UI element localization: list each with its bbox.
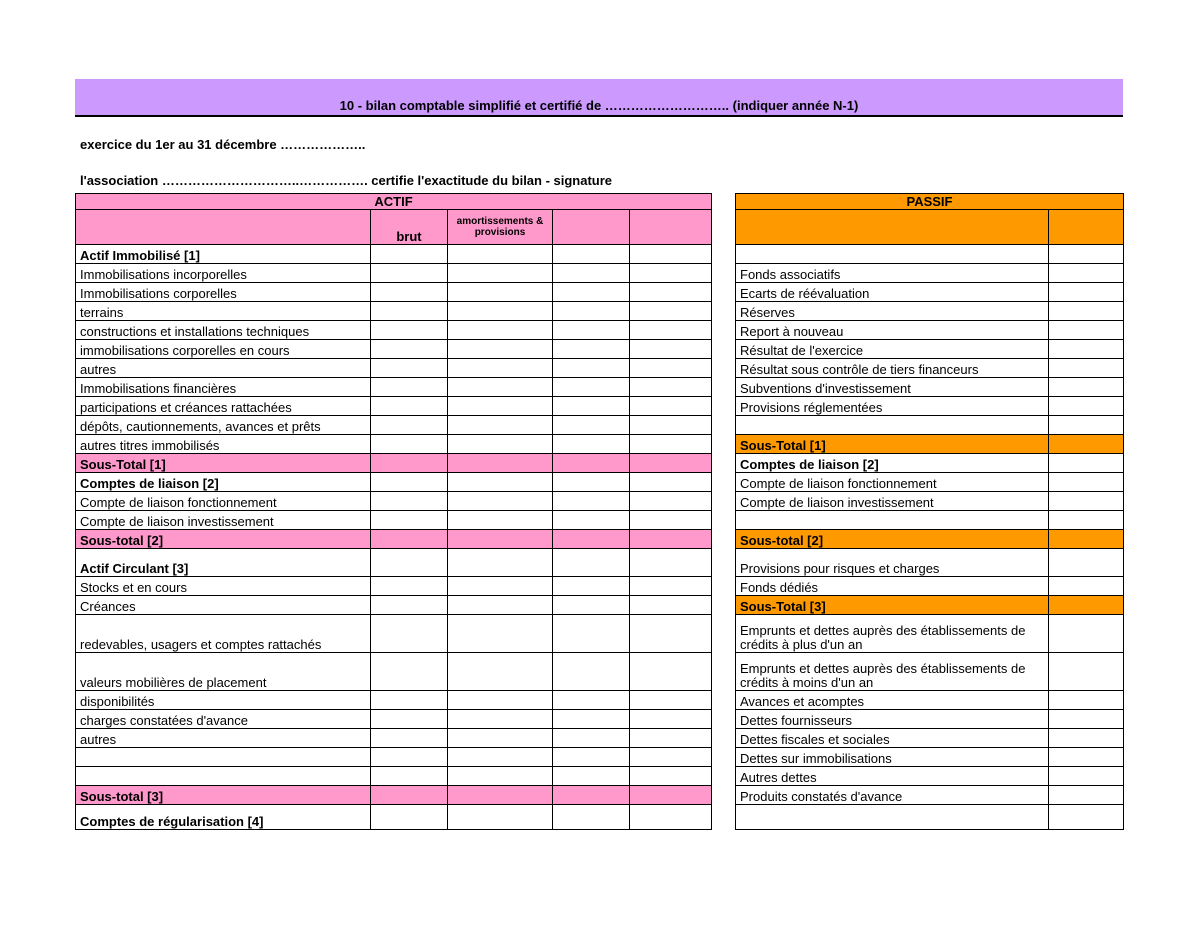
actif-row <box>76 321 712 340</box>
actif-value-cell[interactable] <box>630 492 712 511</box>
passif-value-cell[interactable] <box>1049 511 1124 530</box>
actif-value-cell[interactable] <box>630 805 712 830</box>
passif-value-cell[interactable] <box>1049 264 1124 283</box>
actif-row <box>76 549 712 577</box>
actif-value-cell[interactable] <box>448 530 553 549</box>
actif-header-empty-cell <box>630 210 712 245</box>
actif-value-cell[interactable] <box>553 378 630 397</box>
passif-row-label: Autres dettes <box>736 767 1049 786</box>
actif-title-row <box>76 194 712 210</box>
actif-value-cell[interactable] <box>553 577 630 596</box>
actif-value-cell[interactable] <box>448 710 553 729</box>
actif-row-label: Sous-total [3] <box>76 786 371 805</box>
passif-row-label: Produits constatés d'avance <box>736 786 1049 805</box>
actif-row-label: Compte de liaison investissement <box>76 511 371 530</box>
passif-value-cell[interactable] <box>1049 492 1124 511</box>
actif-row <box>76 710 712 729</box>
actif-row-label: dépôts, cautionnements, avances et prêts <box>76 416 371 435</box>
passif-column-header-row <box>736 210 1124 245</box>
actif-value-cell[interactable] <box>371 435 448 454</box>
passif-row-label: Compte de liaison fonctionnement <box>736 473 1049 492</box>
actif-value-cell[interactable] <box>448 416 553 435</box>
actif-row-label: valeurs mobilières de placement <box>76 653 371 691</box>
actif-value-cell[interactable] <box>630 653 712 691</box>
passif-row-label: Sous-Total [1] <box>736 435 1049 454</box>
actif-row-label: autres titres immobilisés <box>76 435 371 454</box>
actif-value-cell[interactable] <box>553 767 630 786</box>
passif-row-label: Ecarts de réévaluation <box>736 283 1049 302</box>
passif-row-label: Subventions d'investissement <box>736 378 1049 397</box>
actif-column-header-row <box>76 210 712 245</box>
actif-value-cell[interactable] <box>553 473 630 492</box>
passif-row <box>736 577 1124 596</box>
actif-value-cell[interactable] <box>371 359 448 378</box>
actif-value-cell[interactable] <box>448 397 553 416</box>
actif-row-label: Sous-total [2] <box>76 530 371 549</box>
passif-value-cell[interactable] <box>1049 302 1124 321</box>
actif-value-cell[interactable] <box>630 435 712 454</box>
passif-row-label: Dettes fournisseurs <box>736 710 1049 729</box>
actif-row-label: Sous-Total [1] <box>76 454 371 473</box>
passif-row <box>736 691 1124 710</box>
certification-line: l'association …………………………..……………. certifie l'exactitude du bilan - signature <box>80 173 613 188</box>
actif-value-cell[interactable] <box>371 378 448 397</box>
passif-value-cell[interactable] <box>1049 359 1124 378</box>
actif-value-cell[interactable] <box>371 596 448 615</box>
actif-value-cell[interactable] <box>371 615 448 653</box>
passif-row <box>736 511 1124 530</box>
actif-row <box>76 786 712 805</box>
actif-value-cell[interactable] <box>630 264 712 283</box>
actif-value-cell[interactable] <box>630 359 712 378</box>
actif-value-cell[interactable] <box>630 786 712 805</box>
actif-row-label: Immobilisations incorporelles <box>76 264 371 283</box>
actif-row-label: Actif Immobilisé [1] <box>76 245 371 264</box>
actif-value-cell[interactable] <box>448 549 553 577</box>
passif-row <box>736 435 1124 454</box>
actif-value-cell[interactable] <box>553 435 630 454</box>
actif-row-label: constructions et installations techniques <box>76 321 371 340</box>
passif-row-label: Emprunts et dettes auprès des établissements de crédits à moins d'un an <box>736 653 1049 691</box>
actif-value-cell[interactable] <box>553 340 630 359</box>
passif-value-cell[interactable] <box>1049 435 1124 454</box>
actif-row <box>76 615 712 653</box>
actif-value-cell[interactable] <box>630 767 712 786</box>
passif-row-label: Compte de liaison investissement <box>736 492 1049 511</box>
passif-row <box>736 492 1124 511</box>
passif-row-label: Fonds associatifs <box>736 264 1049 283</box>
passif-row-label: Provisions pour risques et charges <box>736 549 1049 577</box>
actif-row <box>76 691 712 710</box>
actif-value-cell[interactable] <box>371 710 448 729</box>
passif-value-cell[interactable] <box>1049 283 1124 302</box>
actif-value-cell[interactable] <box>371 264 448 283</box>
passif-row <box>736 245 1124 264</box>
page-title <box>75 79 1123 117</box>
actif-value-cell[interactable] <box>371 653 448 691</box>
actif-row <box>76 729 712 748</box>
passif-title: PASSIF <box>736 194 1124 210</box>
actif-value-cell[interactable] <box>371 748 448 767</box>
actif-value-cell[interactable] <box>553 245 630 264</box>
actif-value-cell[interactable] <box>553 615 630 653</box>
actif-row <box>76 245 712 264</box>
actif-value-cell[interactable] <box>630 283 712 302</box>
actif-table <box>75 193 712 830</box>
actif-value-cell[interactable] <box>448 596 553 615</box>
page-title-text: 10 - bilan comptable simplifié et certifié de ……………………….. (indiquer année N-1) <box>339 98 859 113</box>
passif-row <box>736 748 1124 767</box>
passif-value-cell[interactable] <box>1049 805 1124 830</box>
passif-value-cell[interactable] <box>1049 691 1124 710</box>
actif-value-cell[interactable] <box>448 435 553 454</box>
actif-value-cell[interactable] <box>630 302 712 321</box>
actif-value-cell[interactable] <box>630 748 712 767</box>
passif-row-label: Dettes fiscales et sociales <box>736 729 1049 748</box>
passif-row <box>736 786 1124 805</box>
passif-row <box>736 729 1124 748</box>
actif-row <box>76 805 712 830</box>
actif-value-cell[interactable] <box>553 710 630 729</box>
actif-value-cell[interactable] <box>630 321 712 340</box>
passif-value-cell[interactable] <box>1049 473 1124 492</box>
actif-row-label: charges constatées d'avance <box>76 710 371 729</box>
passif-value-cell[interactable] <box>1049 378 1124 397</box>
actif-row <box>76 378 712 397</box>
actif-row-label: terrains <box>76 302 371 321</box>
actif-row-label: Comptes de liaison [2] <box>76 473 371 492</box>
passif-row <box>736 378 1124 397</box>
actif-value-cell[interactable] <box>448 653 553 691</box>
passif-row <box>736 596 1124 615</box>
actif-row-label: autres <box>76 359 371 378</box>
actif-value-cell[interactable] <box>448 283 553 302</box>
actif-value-cell[interactable] <box>448 577 553 596</box>
actif-value-cell[interactable] <box>553 786 630 805</box>
actif-col-amortissements: amortissements & provisions <box>448 210 553 245</box>
passif-value-cell[interactable] <box>1049 748 1124 767</box>
actif-value-cell[interactable] <box>448 729 553 748</box>
actif-row <box>76 492 712 511</box>
actif-value-cell[interactable] <box>630 378 712 397</box>
passif-row <box>736 454 1124 473</box>
actif-row <box>76 577 712 596</box>
actif-value-cell[interactable] <box>553 729 630 748</box>
actif-value-cell[interactable] <box>630 549 712 577</box>
actif-value-cell[interactable] <box>371 767 448 786</box>
passif-value-cell[interactable] <box>1049 596 1124 615</box>
actif-value-cell[interactable] <box>371 283 448 302</box>
actif-value-cell[interactable] <box>371 473 448 492</box>
actif-value-cell[interactable] <box>630 245 712 264</box>
actif-value-cell[interactable] <box>630 710 712 729</box>
actif-row <box>76 748 712 767</box>
actif-row-label: Immobilisations corporelles <box>76 283 371 302</box>
actif-value-cell[interactable] <box>448 454 553 473</box>
passif-row-label <box>736 245 1049 264</box>
actif-value-cell[interactable] <box>553 302 630 321</box>
actif-value-cell[interactable] <box>630 454 712 473</box>
actif-row-label: participations et créances rattachées <box>76 397 371 416</box>
actif-value-cell[interactable] <box>448 786 553 805</box>
actif-value-cell[interactable] <box>448 378 553 397</box>
passif-title-row <box>736 194 1124 210</box>
actif-value-cell[interactable] <box>371 786 448 805</box>
actif-value-cell[interactable] <box>448 264 553 283</box>
actif-value-cell[interactable] <box>448 805 553 830</box>
passif-value-cell[interactable] <box>1049 653 1124 691</box>
actif-row <box>76 264 712 283</box>
passif-row-label: Réserves <box>736 302 1049 321</box>
passif-row-label: Sous-total [2] <box>736 530 1049 549</box>
actif-row-label <box>76 748 371 767</box>
passif-value-cell[interactable] <box>1049 530 1124 549</box>
actif-value-cell[interactable] <box>371 321 448 340</box>
actif-value-cell[interactable] <box>371 805 448 830</box>
passif-row <box>736 473 1124 492</box>
actif-value-cell[interactable] <box>371 577 448 596</box>
actif-value-cell[interactable] <box>371 302 448 321</box>
actif-value-cell[interactable] <box>553 321 630 340</box>
actif-row-label: autres <box>76 729 371 748</box>
passif-row-label: Résultat sous contrôle de tiers financeurs <box>736 359 1049 378</box>
actif-row <box>76 473 712 492</box>
passif-value-cell[interactable] <box>1049 245 1124 264</box>
actif-value-cell[interactable] <box>630 530 712 549</box>
passif-row <box>736 805 1124 830</box>
actif-row <box>76 596 712 615</box>
actif-value-cell[interactable] <box>553 492 630 511</box>
actif-value-cell[interactable] <box>371 454 448 473</box>
passif-value-cell[interactable] <box>1049 416 1124 435</box>
actif-row-label: Stocks et en cours <box>76 577 371 596</box>
passif-row <box>736 416 1124 435</box>
actif-row <box>76 359 712 378</box>
actif-value-cell[interactable] <box>553 416 630 435</box>
actif-value-cell[interactable] <box>448 302 553 321</box>
actif-title: ACTIF <box>76 194 712 210</box>
actif-value-cell[interactable] <box>371 549 448 577</box>
actif-row <box>76 397 712 416</box>
passif-row-label <box>736 805 1049 830</box>
passif-row <box>736 264 1124 283</box>
actif-value-cell[interactable] <box>630 473 712 492</box>
passif-value-cell[interactable] <box>1049 767 1124 786</box>
actif-value-cell[interactable] <box>371 492 448 511</box>
actif-value-cell[interactable] <box>448 748 553 767</box>
passif-row-label: Provisions réglementées <box>736 397 1049 416</box>
actif-row <box>76 511 712 530</box>
passif-row <box>736 359 1124 378</box>
actif-header-label-cell <box>76 210 371 245</box>
actif-row-label: redevables, usagers et comptes rattachés <box>76 615 371 653</box>
passif-value-cell[interactable] <box>1049 340 1124 359</box>
actif-value-cell[interactable] <box>448 473 553 492</box>
passif-header-empty-cell <box>1049 210 1124 245</box>
actif-value-cell[interactable] <box>448 691 553 710</box>
passif-value-cell[interactable] <box>1049 321 1124 340</box>
actif-row-label: immobilisations corporelles en cours <box>76 340 371 359</box>
passif-row <box>736 767 1124 786</box>
actif-value-cell[interactable] <box>553 596 630 615</box>
passif-row <box>736 397 1124 416</box>
passif-table <box>735 193 1124 830</box>
actif-row <box>76 530 712 549</box>
passif-value-cell[interactable] <box>1049 710 1124 729</box>
passif-row <box>736 615 1124 653</box>
actif-value-cell[interactable] <box>553 691 630 710</box>
actif-row-label: Comptes de régularisation [4] <box>76 805 371 830</box>
actif-value-cell[interactable] <box>630 577 712 596</box>
actif-value-cell[interactable] <box>371 397 448 416</box>
passif-row-label: Comptes de liaison [2] <box>736 454 1049 473</box>
passif-row <box>736 302 1124 321</box>
actif-value-cell[interactable] <box>371 511 448 530</box>
actif-value-cell[interactable] <box>448 359 553 378</box>
actif-value-cell[interactable] <box>553 653 630 691</box>
actif-value-cell[interactable] <box>630 729 712 748</box>
actif-value-cell[interactable] <box>448 767 553 786</box>
actif-value-cell[interactable] <box>448 511 553 530</box>
passif-value-cell[interactable] <box>1049 577 1124 596</box>
actif-value-cell[interactable] <box>630 397 712 416</box>
passif-row <box>736 653 1124 691</box>
passif-row-label: Fonds dédiés <box>736 577 1049 596</box>
actif-row <box>76 283 712 302</box>
actif-value-cell[interactable] <box>553 805 630 830</box>
passif-row <box>736 710 1124 729</box>
passif-row-label: Sous-Total [3] <box>736 596 1049 615</box>
actif-value-cell[interactable] <box>553 264 630 283</box>
actif-value-cell[interactable] <box>553 359 630 378</box>
actif-row <box>76 767 712 786</box>
actif-value-cell[interactable] <box>630 340 712 359</box>
actif-value-cell[interactable] <box>448 492 553 511</box>
passif-row-label: Avances et acomptes <box>736 691 1049 710</box>
actif-value-cell[interactable] <box>448 245 553 264</box>
actif-value-cell[interactable] <box>553 397 630 416</box>
actif-value-cell[interactable] <box>630 511 712 530</box>
actif-row <box>76 416 712 435</box>
passif-row <box>736 530 1124 549</box>
actif-value-cell[interactable] <box>630 416 712 435</box>
actif-row <box>76 435 712 454</box>
actif-row <box>76 653 712 691</box>
passif-value-cell[interactable] <box>1049 729 1124 748</box>
actif-value-cell[interactable] <box>553 283 630 302</box>
actif-row-label <box>76 767 371 786</box>
actif-value-cell[interactable] <box>553 454 630 473</box>
passif-value-cell[interactable] <box>1049 397 1124 416</box>
passif-header-label-cell <box>736 210 1049 245</box>
actif-row <box>76 340 712 359</box>
passif-row-label <box>736 511 1049 530</box>
actif-value-cell[interactable] <box>553 748 630 767</box>
actif-value-cell[interactable] <box>448 340 553 359</box>
actif-row-label: Actif Circulant [3] <box>76 549 371 577</box>
actif-value-cell[interactable] <box>630 596 712 615</box>
passif-value-cell[interactable] <box>1049 549 1124 577</box>
passif-value-cell[interactable] <box>1049 454 1124 473</box>
exercise-period-line: exercice du 1er au 31 décembre ……………….. <box>80 137 366 152</box>
actif-header-empty-cell <box>553 210 630 245</box>
actif-value-cell[interactable] <box>630 691 712 710</box>
actif-row-label: Immobilisations financières <box>76 378 371 397</box>
passif-row <box>736 549 1124 577</box>
actif-value-cell[interactable] <box>553 549 630 577</box>
passif-row <box>736 283 1124 302</box>
passif-row-label <box>736 416 1049 435</box>
actif-row-label: Compte de liaison fonctionnement <box>76 492 371 511</box>
actif-value-cell[interactable] <box>371 691 448 710</box>
actif-value-cell[interactable] <box>630 615 712 653</box>
passif-row <box>736 321 1124 340</box>
actif-value-cell[interactable] <box>553 530 630 549</box>
passif-value-cell[interactable] <box>1049 615 1124 653</box>
actif-row <box>76 454 712 473</box>
actif-value-cell[interactable] <box>371 729 448 748</box>
actif-row-label: Créances <box>76 596 371 615</box>
actif-col-brut: brut <box>371 210 448 245</box>
actif-value-cell[interactable] <box>448 321 553 340</box>
actif-value-cell[interactable] <box>371 530 448 549</box>
actif-row <box>76 302 712 321</box>
passif-row-label: Report à nouveau <box>736 321 1049 340</box>
actif-value-cell[interactable] <box>553 511 630 530</box>
actif-value-cell[interactable] <box>371 340 448 359</box>
actif-row-label: disponibilités <box>76 691 371 710</box>
passif-row-label: Résultat de l'exercice <box>736 340 1049 359</box>
actif-value-cell[interactable] <box>448 615 553 653</box>
passif-row <box>736 340 1124 359</box>
passif-value-cell[interactable] <box>1049 786 1124 805</box>
actif-value-cell[interactable] <box>371 245 448 264</box>
actif-value-cell[interactable] <box>371 416 448 435</box>
passif-row-label: Dettes sur immobilisations <box>736 748 1049 767</box>
passif-row-label: Emprunts et dettes auprès des établissements de crédits à plus d'un an <box>736 615 1049 653</box>
